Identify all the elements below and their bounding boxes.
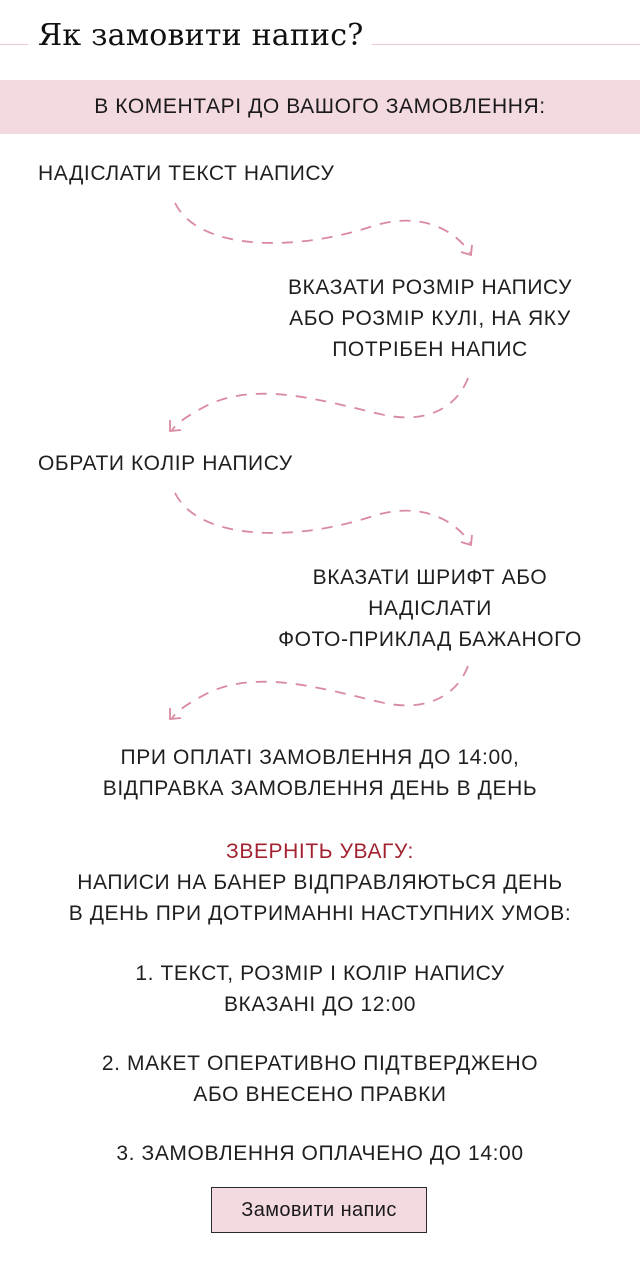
condition-item: [0, 1048, 640, 1110]
page-title: Як замовити напис?: [38, 18, 364, 53]
shipping-line: ВІДПРАВКА ЗАМОВЛЕННЯ ДЕНЬ В ДЕНЬ: [102, 777, 538, 800]
dashed-curved-arrow-icon: [0, 372, 640, 452]
condition-item: [0, 1138, 640, 1169]
header-rule-right: [372, 44, 640, 45]
page-header: [0, 0, 640, 80]
shipping-info: [0, 742, 640, 804]
condition-line: 1. ТЕКСТ, РОЗМІР І КОЛІР НАПИСУ: [135, 962, 505, 985]
condition-line: АБО ВНЕСЕНО ПРАВКИ: [193, 1083, 447, 1106]
step-line: ВКАЗАТИ ШРИФТ АБО: [312, 566, 548, 589]
shipping-line: ПРИ ОПЛАТІ ЗАМОВЛЕННЯ ДО 14:00,: [120, 746, 520, 769]
step-line: НАДІСЛАТИ: [368, 597, 492, 620]
attention-line: В ДЕНЬ ПРИ ДОТРИМАННІ НАСТУПНИХ УМОВ:: [68, 902, 572, 925]
dashed-curved-arrow-icon: [0, 660, 640, 740]
step-specify-size: [250, 272, 610, 365]
step-line: НАДІСЛАТИ ТЕКСТ НАПИСУ: [38, 162, 335, 185]
attention-note: [0, 867, 640, 929]
condition-line: 3. ЗАМОВЛЕННЯ ОПЛАЧЕНО ДО 14:00: [116, 1142, 524, 1165]
attention-heading: ЗВЕРНІТЬ УВАГУ:: [226, 840, 414, 863]
header-rule-left: [0, 44, 28, 45]
attention-line: НАПИСИ НА БАНЕР ВІДПРАВЛЯЮТЬСЯ ДЕНЬ: [77, 871, 563, 894]
condition-line: ВКАЗАНІ ДО 12:00: [223, 993, 417, 1016]
step-choose-color: [38, 448, 293, 479]
step-line: ОБРАТИ КОЛІР НАПИСУ: [38, 452, 293, 475]
step-line: АБО РОЗМІР КУЛІ, НА ЯКУ: [289, 307, 571, 330]
step-send-text: [38, 158, 334, 189]
step-specify-font: [240, 562, 620, 655]
step-line: ПОТРІБЕН НАПИС: [332, 338, 528, 361]
condition-item: [0, 958, 640, 1020]
order-inscription-button[interactable]: Замовити напис: [211, 1187, 427, 1233]
instructions-banner: В КОМЕНТАРІ ДО ВАШОГО ЗАМОВЛЕННЯ:: [0, 80, 640, 134]
condition-line: 2. МАКЕТ ОПЕРАТИВНО ПІДТВЕРДЖЕНО: [101, 1052, 539, 1075]
step-line: ВКАЗАТИ РОЗМІР НАПИСУ: [287, 276, 573, 299]
dashed-curved-arrow-icon: [0, 195, 640, 275]
dashed-curved-arrow-icon: [0, 485, 640, 565]
step-line: ФОТО-ПРИКЛАД БАЖАНОГО: [278, 628, 582, 651]
